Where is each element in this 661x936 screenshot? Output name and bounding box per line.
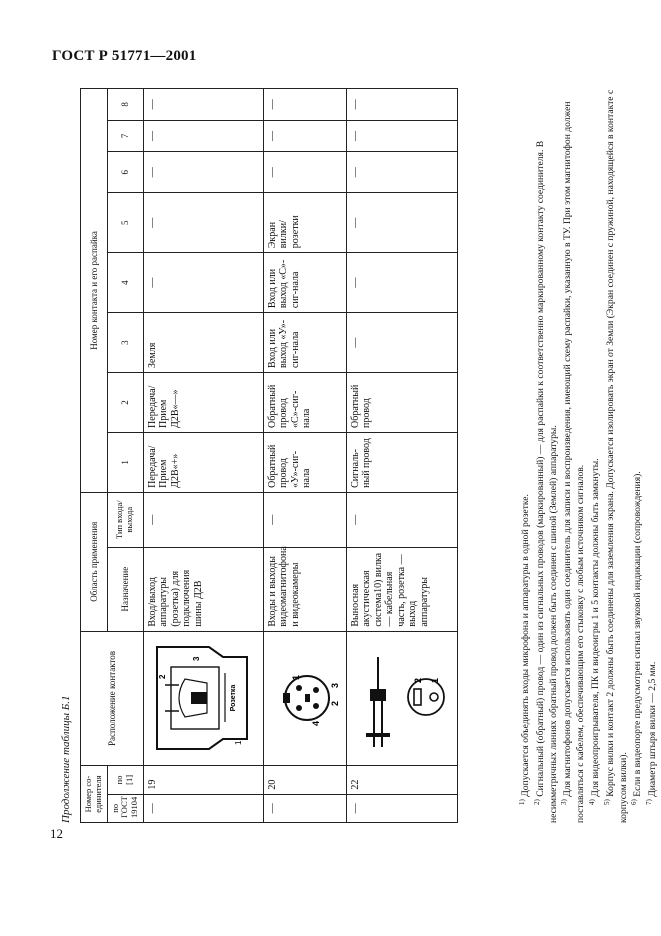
d2b-socket-diagram	[149, 639, 255, 757]
cell-gost: —	[143, 794, 263, 822]
mini-din-diagram	[269, 658, 341, 738]
cell-ref: 20	[263, 766, 346, 794]
cell-contact-6: —	[346, 152, 457, 193]
header-connector-number: Номер со-единителя	[81, 766, 108, 823]
cell-purpose: Вход/выход аппаратуры (розетка) для подключения шины Д2В	[143, 547, 263, 631]
cell-io-type: —	[346, 492, 457, 547]
header-contact-8: 8	[107, 89, 143, 121]
footnote: $^{6)}$ Если в видеопорте предусмотрен сигнал звуковой индикации (сопровождения).	[630, 471, 644, 805]
diagram-label: 1	[429, 678, 440, 684]
header-contact-1: 1	[107, 432, 143, 492]
cell-contact-4: Вход или выход «С»-сиг-нала	[263, 253, 346, 313]
cell-diagram	[143, 631, 263, 766]
header-contact-2: 2	[107, 373, 143, 433]
cell-contact-7: —	[143, 120, 263, 152]
connector-table	[80, 88, 458, 823]
cell-contact-8: —	[143, 89, 263, 121]
header-by-gost: по ГОСТ 19104	[107, 794, 143, 822]
header-contact-3: 3	[107, 313, 143, 373]
speaker-plug-diagram	[352, 639, 452, 757]
cell-purpose: Выносная акустическая система10) вилка — кабельная часть, розетка — выход аппаратуры	[346, 547, 457, 631]
footnote: $^{7)}$ Диаметр штыря вилки — 2,5 мм.	[645, 661, 659, 805]
table-caption: Продолжение таблицы Б.1	[60, 695, 72, 823]
cell-contact-8: —	[263, 89, 346, 121]
cell-contact-3: —	[346, 313, 457, 373]
header-io-type: Тип входа/ выхода	[107, 492, 143, 547]
cell-contact-3: Земля	[143, 313, 263, 373]
cell-io-type: —	[143, 492, 263, 547]
footnote: $^{2)}$ Сигнальный (обратный) провод — один из сигнальных проводов (маркированный) — для распайки к соответственно маркированному контакту соединителя. В несимметричных линиях обратный провод должен быть соединен с шиной (Землей) аппаратуры.	[532, 140, 559, 823]
cell-contact-2: Обратный провод «С»-сиг-нала	[263, 373, 346, 433]
rotated-content	[60, 88, 659, 823]
cell-gost: —	[263, 794, 346, 822]
header-contact-6: 6	[107, 152, 143, 193]
table-row	[346, 89, 457, 823]
cell-contact-1: Передача/ Прием Д2В«+»	[143, 432, 263, 492]
header-contact-5: 5	[107, 193, 143, 253]
footnote: $^{5)}$ Корпус вилки и контакт 2 должны быть соединены для заземления экрана. Допускается изолировать экран от Земли (Экран соединен с пружиной, находящейся в контакте с корпусом вилки).	[602, 89, 629, 823]
diagram-label: 3	[329, 683, 340, 689]
cell-contact-2: Обратный провод	[346, 373, 457, 433]
cell-purpose: Входы и выходы видеомагнитофона и видеокамеры	[263, 547, 346, 631]
header-contact-4: 4	[107, 253, 143, 313]
diagram-label: 1	[290, 675, 301, 681]
header-application-area: Область применения	[81, 492, 108, 631]
header-contact-number-group: Номер контакта и его распайка	[81, 89, 108, 493]
cell-contact-1: Обратный провод «У»-сиг-нала	[263, 432, 346, 492]
diagram-label: 3	[191, 657, 201, 662]
cell-contact-4: —	[346, 253, 457, 313]
cell-contact-2: Передача/ Прием Д2В«—»	[143, 373, 263, 433]
cell-contact-6: —	[143, 152, 263, 193]
diagram-label: 2	[412, 678, 423, 684]
cell-contact-8: —	[346, 89, 457, 121]
diagram-label: 1	[233, 741, 243, 746]
diagram-label: Розетка	[229, 685, 237, 712]
document-header: ГОСТ Р 51771—2001	[52, 48, 197, 64]
header-purpose: Назначение	[107, 547, 143, 631]
diagram-label: 2	[157, 675, 167, 680]
header-contact-layout: Расположение контактов	[81, 631, 144, 766]
cell-diagram	[346, 631, 457, 766]
cell-ref: 19	[143, 766, 263, 794]
table-row	[143, 89, 263, 823]
footnote: $^{4)}$ Для видеопроигрывателя, ПК и видеоигры 1 и 5 контакты должны быть замкнуты.	[587, 458, 602, 805]
diagram-label: 4	[310, 721, 321, 727]
header-by-ref: по [1]	[107, 766, 143, 794]
table-row	[263, 89, 346, 823]
cell-io-type: —	[263, 492, 346, 547]
cell-contact-1: Сигналь-ный провод	[346, 432, 457, 492]
cell-contact-5: Экран вилки/ розетки	[263, 193, 346, 253]
cell-contact-6: —	[263, 152, 346, 193]
footnotes	[518, 88, 660, 823]
cell-ref: 22	[346, 766, 457, 794]
footnote: $^{1)}$ Допускается объединять входы микрофона и аппаратуры в одной розетке.	[518, 494, 532, 805]
cell-contact-5: —	[143, 193, 263, 253]
diagram-label: 2	[329, 701, 340, 707]
cell-contact-7: —	[263, 120, 346, 152]
cell-contact-5: —	[346, 193, 457, 253]
page-number: 12	[50, 826, 63, 841]
cell-contact-3: Вход или выход «У»-сиг-нала	[263, 313, 346, 373]
cell-contact-7: —	[346, 120, 457, 152]
cell-diagram	[263, 631, 346, 766]
cell-gost: —	[346, 794, 457, 822]
header-contact-7: 7	[107, 120, 143, 152]
footnote: $^{3)}$ Для магнитофонов допускается использовать один соединитель для записи и воспроизведения, имеющий схему распайки, указанную в ТУ. При этом магнитофон должен поставляться с кабелем, обеспечивающим его стыковку с любым источником сигналов.	[560, 101, 587, 823]
cell-contact-4: —	[143, 253, 263, 313]
